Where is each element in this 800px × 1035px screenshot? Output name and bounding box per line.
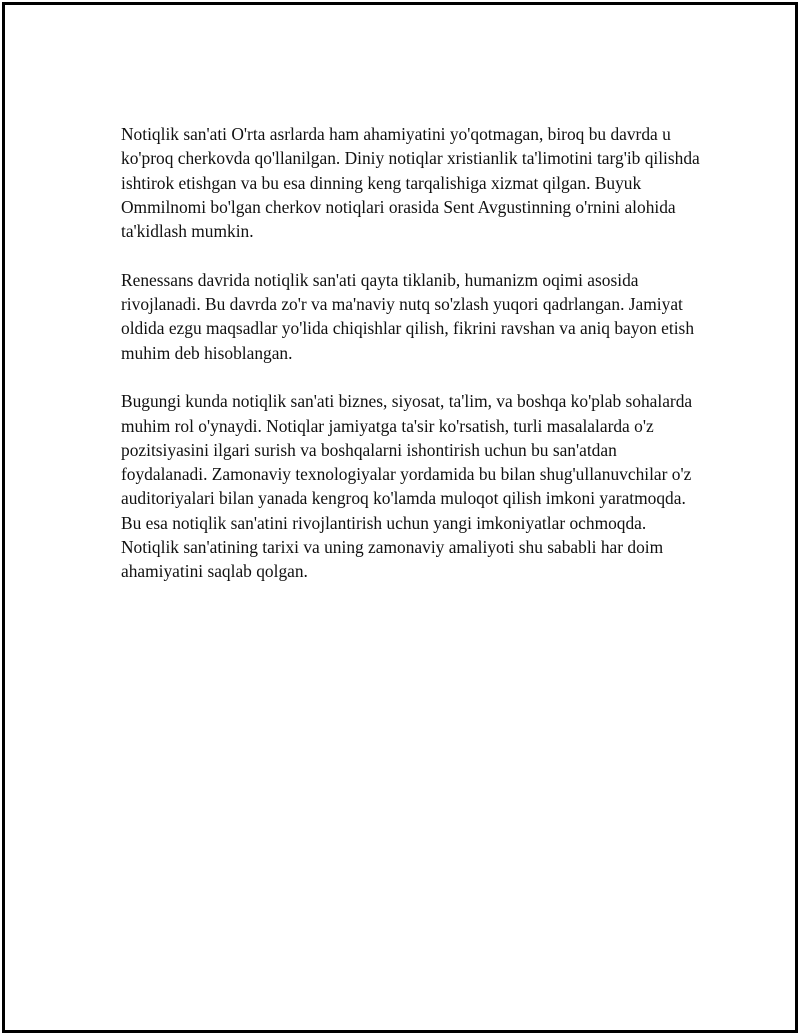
paragraph-1: Notiqlik san'ati O'rta asrlarda ham ahamiyatini yo'qotmagan, biroq bu davrda u ko'proq cherkovda qo'llanilgan. Diniy notiqlar xristianlik ta'limotini targ'ib qilishda ishtirok etishgan va bu esa dinning keng tarqalishiga xizmat qilgan. Buyuk Ommilnomi bo'lgan cherkov notiqlari orasida Sent Avgustinning o'rnini alohida ta'kidlash mumkin. [121, 124, 700, 242]
document-page [2, 2, 798, 1033]
document-body [121, 122, 701, 608]
paragraph-2: Renessans davrida notiqlik san'ati qayta tiklanib, humanizm oqimi asosida rivojlanadi. Bu davrda zo'r va ma'naviy nutq so'zlash yuqori qadrlangan. Jamiyat oldida ezgu maqsadlar yo'lida chiqishlar qilish, fikrini ravshan va aniq bayon etish muhim deb hisoblangan. [121, 269, 695, 363]
paragraph-3: Bugungi kunda notiqlik san'ati biznes, siyosat, ta'lim, va boshqa ko'plab sohalarda muhim rol o'ynaydi. Notiqlar jamiyatga ta'sir ko'rsatish, turli masalalarda o'z pozitsiyasini ilgari surish va boshqalarni ishontirish uchun bu san'atdan foydalanadi. Zamonaviy texnologiyalar yordamida bu bilan shug'ullanuvchilar o'z auditoriyalari bilan yanada kengroq ko'lamda muloqot qilish imkoni yaratmoqda. Bu esa notiqlik san'atini rivojlantirish uchun yangi imkoniyatlar ochmoqda. Notiqlik san'atining tarixi va uning zamonaviy amaliyoti shu sababli har doim ahamiyatini saqlab qolgan. [121, 391, 693, 582]
